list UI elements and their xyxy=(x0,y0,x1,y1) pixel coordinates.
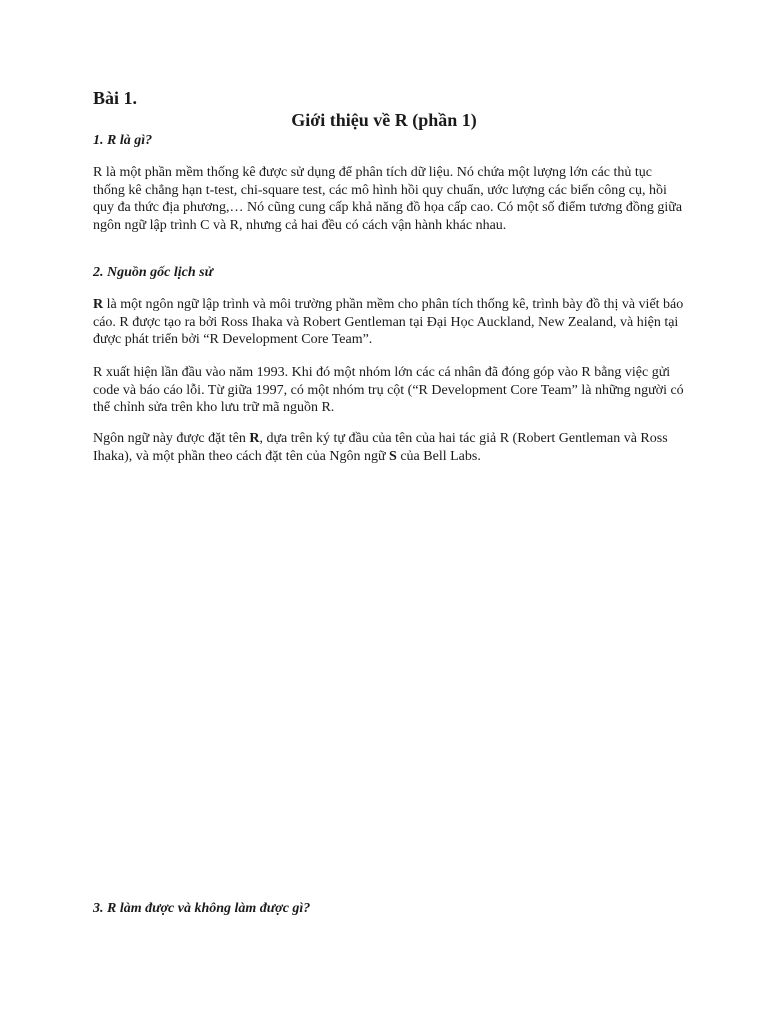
paragraph-history-intro xyxy=(93,296,687,349)
bold-s-name: S xyxy=(389,448,397,464)
bold-r-term: R xyxy=(93,297,104,312)
lesson-label: Bài 1. xyxy=(93,88,138,108)
paragraph-what-is-r: R là một phần mềm thống kê được sử dụng để phân tích dữ liệu. Nó chứa một lượng lớn các thủ tục thống kê chẳng hạn t-test, chi-square test, các mô hình hồi quy chuẩn, ước lượng các biến công cụ, hồi quy đa thức địa phương,… Nó cũng cung cấp khả năng đồ họa cấp cao. Có một số điểm tương đồng giữa ngôn ngữ lập trình C và R, nhưng cả hai đều có cách vận hành khác nhau. xyxy=(93,165,683,233)
naming-text-part3: của Bell Labs. xyxy=(396,448,481,464)
section-heading-capabilities: 3. R làm được và không làm được gì? xyxy=(93,901,311,916)
document-title: Giới thiệu về R (phần 1) xyxy=(291,110,477,130)
section-heading-what-is-r: 1. R là gì? xyxy=(93,133,153,148)
section-heading-history: 2. Nguồn gốc lịch sử xyxy=(93,265,214,280)
paragraph-history-intro-text: là một ngôn ngữ lập trình và môi trường phần mềm cho phân tích thống kê, trình bày đồ thị và viết báo cáo. R được tạo ra bởi Ross Ihaka và Robert Gentleman tại Đại Học Auckland, New Zealand, và hiện tại được phát triển bởi “R Development Core Team”. xyxy=(93,297,684,348)
paragraph-history-first-release: R xuất hiện lần đầu vào năm 1993. Khi đó một nhóm lớn các cá nhân đã đóng góp vào R bằng việc gửi code và báo cáo lỗi. Từ giữa 1997, có một nhóm trụ cột (“R Development Core Team” là những người có thể chỉnh sửa trên kho lưu trữ mã nguồn R. xyxy=(93,365,684,416)
naming-text-part1: Ngôn ngữ này được đặt tên xyxy=(93,431,250,446)
bold-r-name: R xyxy=(249,431,260,446)
naming-text-part2: , dựa trên ký tự đầu của tên của hai tác giả R (Robert Gentleman và Ross Ihaka), và một phần theo cách đặt tên của Ngôn ngữ xyxy=(93,431,668,464)
paragraph-history-naming xyxy=(93,430,687,465)
